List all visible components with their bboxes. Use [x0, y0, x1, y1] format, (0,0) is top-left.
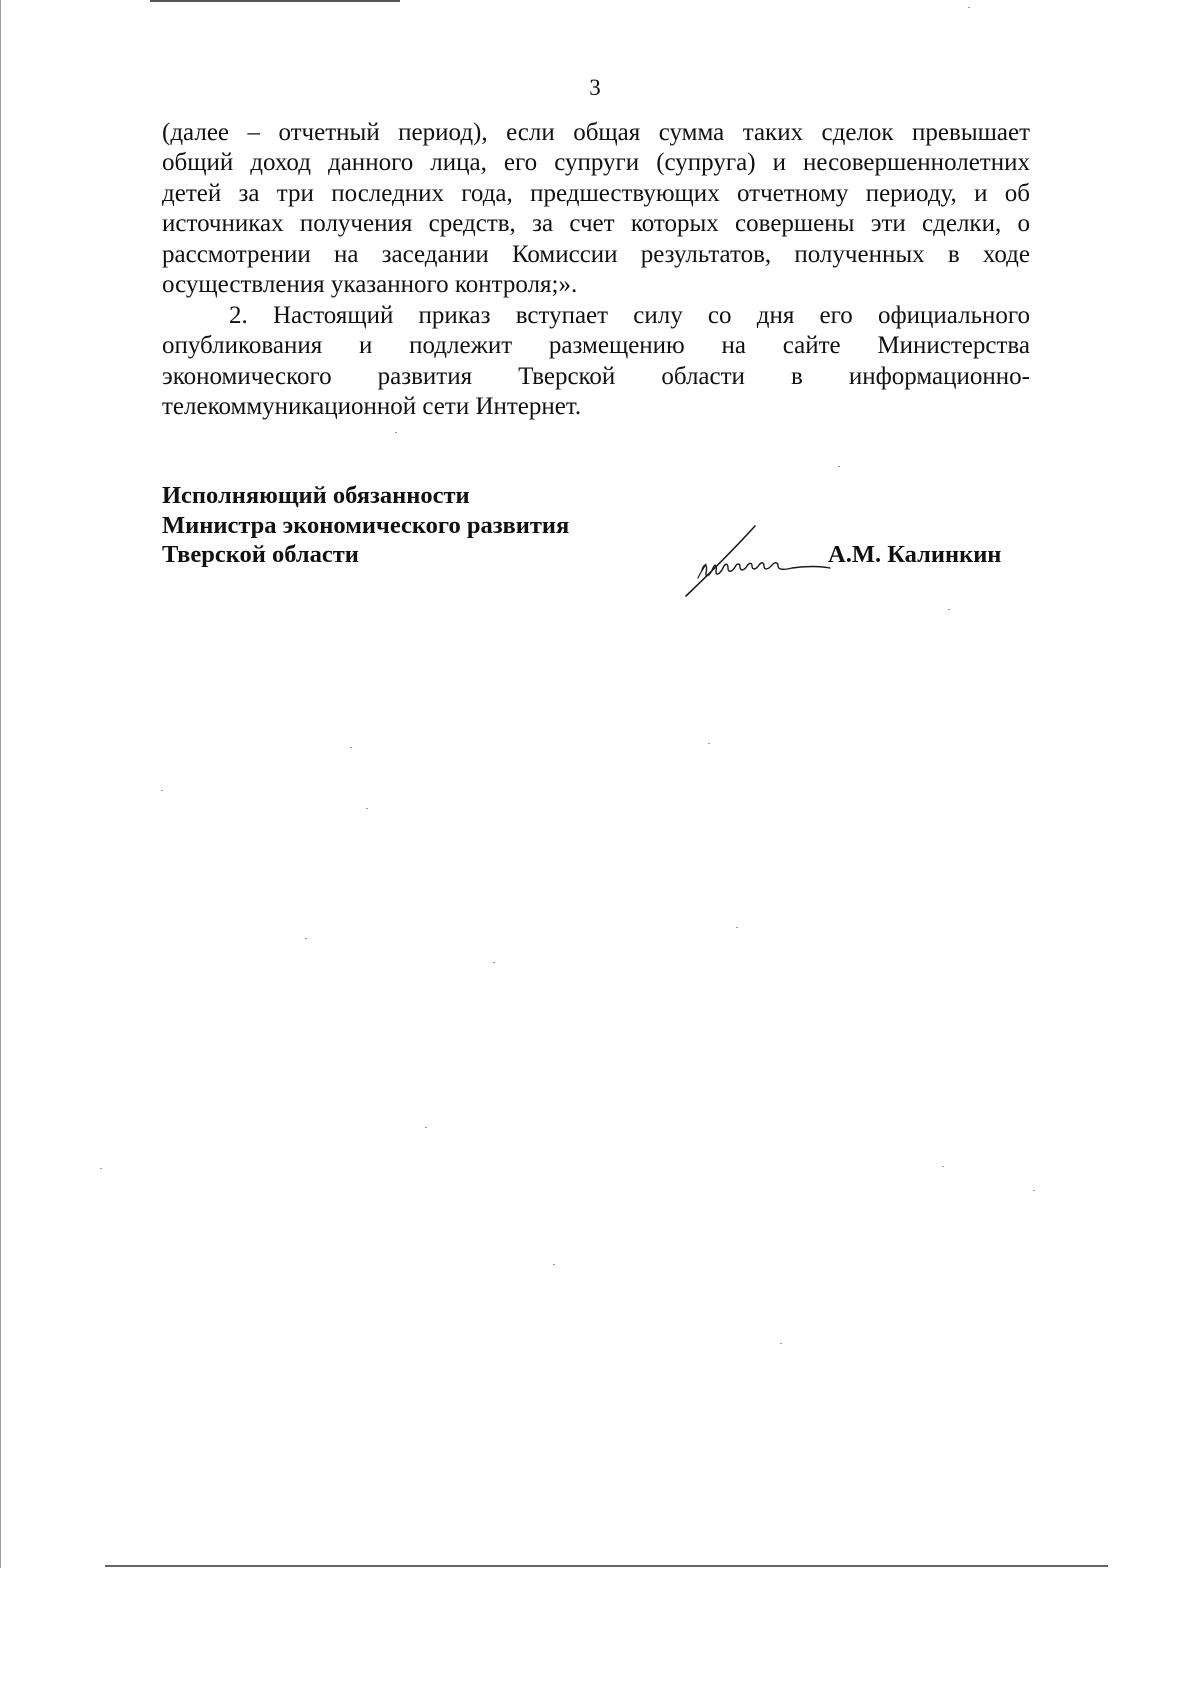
body-line: общий доход данного лица, его супруги (супруга) и несовершеннолетних: [162, 149, 1030, 176]
body-line: (далее – отчетный период), если общая сумма таких сделок превышает: [162, 119, 1030, 146]
body-line: рассмотрении на заседании Комиссии результатов, полученных в ходе: [162, 241, 1030, 268]
body-line: опубликования и подлежит размещению на сайте Министерства: [162, 332, 1030, 359]
body-line: 2. Настоящий приказ вступает силу со дня его официального: [229, 302, 1030, 329]
body-line: телекоммуникационной сети Интернет.: [162, 393, 582, 420]
body-line: осуществления указанного контроля;».: [162, 271, 578, 298]
scan-top-line: [150, 0, 400, 2]
body-line: источниках получения средств, за счет которых совершены эти сделки, о: [162, 210, 1030, 237]
body-line: детей за три последних года, предшествующих отчетному периоду, и об: [162, 180, 1030, 207]
signer-title-line: Министра экономического развития: [162, 512, 570, 539]
signer-title-line: Тверской области: [162, 541, 359, 568]
page-number: 3: [589, 75, 601, 100]
scan-left-edge: [0, 0, 1, 1568]
signer-title-line: Исполняющий обязанности: [162, 482, 470, 509]
body-line: экономического развития Тверской области в информационно-: [162, 363, 1030, 390]
signer-name: А.М. Калинкин: [828, 541, 1002, 568]
scan-bottom-line: [105, 1565, 1108, 1567]
